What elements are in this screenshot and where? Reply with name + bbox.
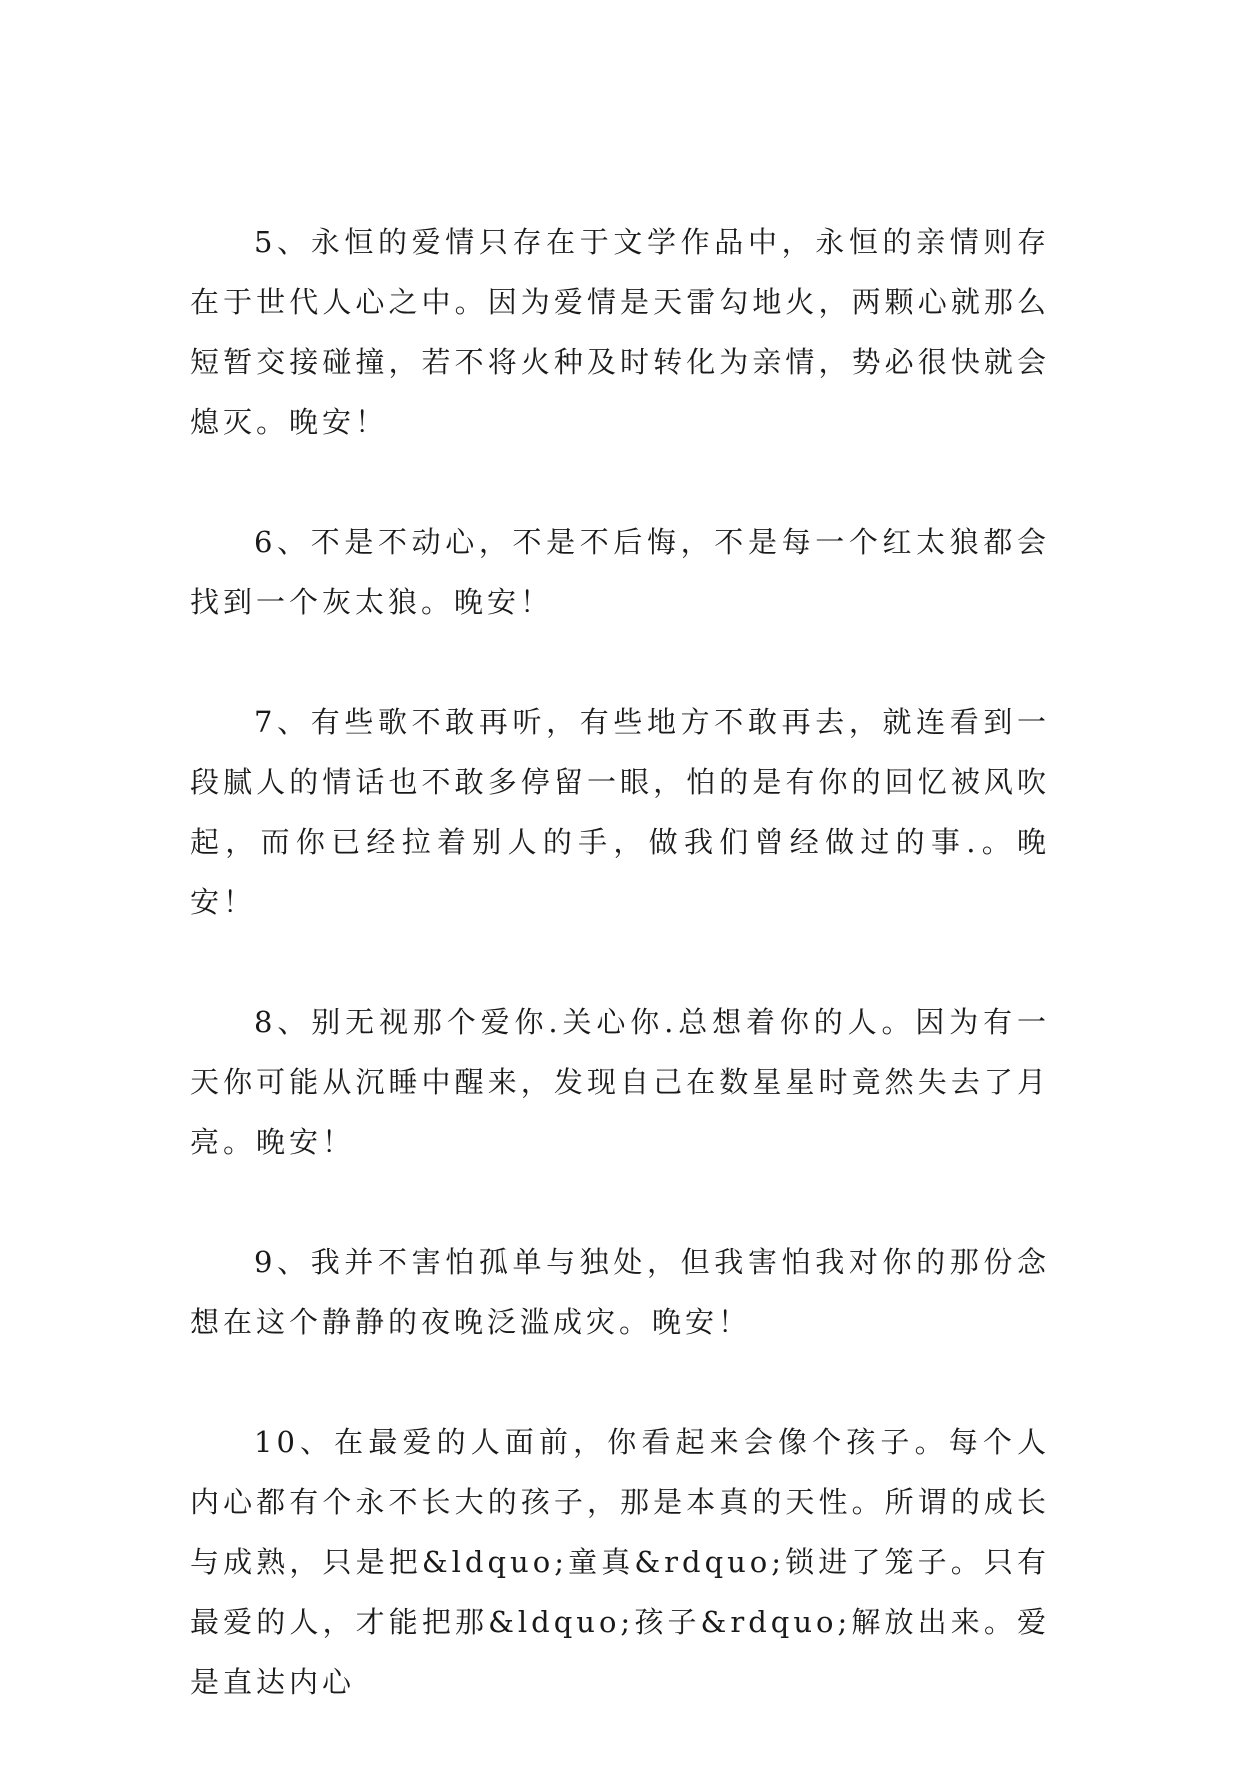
paragraph-5: 5、永恒的爱情只存在于文学作品中，永恒的亲情则存在于世代人心之中。因为爱情是天雷勾地火，两颗心就那么短暂交接碰撞，若不将火种及时转化为亲情，势必很快就会熄灭。晚安！: [190, 225, 1050, 439]
document-body: [190, 212, 1050, 1772]
paragraph-9: 9、我并不害怕孤单与独处，但我害怕我对你的那份念想在这个静静的夜晚泛滥成灾。晚安！: [190, 1245, 1050, 1339]
paragraph-6: 6、不是不动心，不是不后悔，不是每一个红太狼都会找到一个灰太狼。晚安！: [190, 525, 1050, 619]
paragraph-7: 7、有些歌不敢再听，有些地方不敢再去，就连看到一段腻人的情话也不敢多停留一眼，怕的是有你的回忆被风吹起，而你已经拉着别人的手，做我们曾经做过的事.。晚安！: [190, 705, 1050, 919]
paragraph-8: 8、别无视那个爱你.关心你.总想着你的人。因为有一天你可能从沉睡中醒来，发现自己在数星星时竟然失去了月亮。晚安！: [190, 1005, 1050, 1159]
paragraph-10: 10、在最爱的人面前，你看起来会像个孩子。每个人内心都有个永不长大的孩子，那是本真的天性。所谓的成长与成熟，只是把&ldquo;童真&rdquo;锁进了笼子。只有最爱的人，才能把那&ldquo;孩子&rdquo;解放出来。爱是直达内心: [190, 1425, 1050, 1699]
